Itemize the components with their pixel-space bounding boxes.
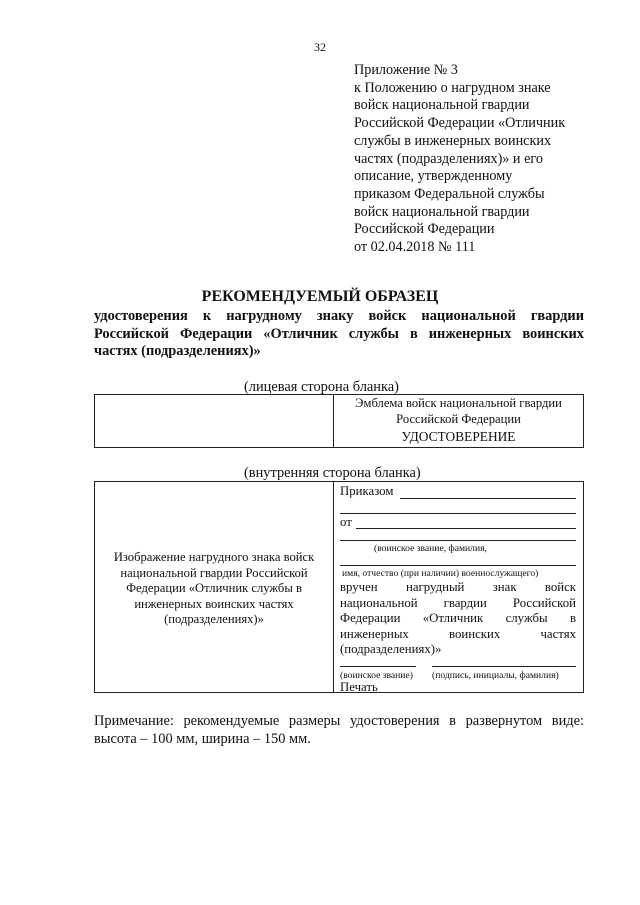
patronymic-blank-line	[340, 565, 576, 566]
appendix-line: частях (подразделениях)» и его	[354, 150, 543, 167]
caption-rank: (воинское звание)	[340, 670, 413, 681]
awarded-text-line: Федерации «Отличник службы в	[340, 611, 576, 626]
appendix-line: описание, утвержденному	[354, 168, 513, 185]
appendix-header	[354, 62, 604, 257]
front-side-form	[94, 394, 584, 448]
from-blank-line	[356, 528, 576, 529]
name-blank-line	[340, 540, 576, 541]
badge-image-placeholder	[95, 550, 333, 628]
appendix-line: службы в инженерных воинских	[354, 132, 552, 149]
document-title: РЕКОМЕНДУЕМЫЙ ОБРАЗЕЦ	[201, 288, 439, 305]
awarded-text-line: (подразделениях)»	[340, 642, 442, 657]
subtitle-line: частях (подразделениях)»	[94, 343, 261, 359]
document-subtitle	[94, 308, 584, 361]
subtitle-line: удостоверения к нагрудному знаку войск национальной гвардии	[94, 308, 584, 324]
appendix-line: Российской Федерации «Отличник	[354, 115, 566, 132]
rank-blank-line	[340, 666, 416, 667]
appendix-line: приказом Федеральной службы	[354, 185, 545, 202]
awarded-text-line: национальной гвардии Российской	[340, 595, 576, 610]
appendix-line: Приложение № 3	[354, 62, 458, 78]
caption-rank-name: (воинское звание, фамилия,	[374, 543, 487, 554]
appendix-line: к Положению о нагрудном знаке	[354, 79, 551, 96]
badge-placeholder-line: Изображение нагрудного знака войск	[113, 550, 315, 564]
appendix-line: войск национальной гвардии	[354, 97, 530, 114]
note-line: Примечание: рекомендуемые размеры удостоверения в развернутом виде:	[94, 713, 584, 729]
signature-blank-line	[432, 666, 576, 667]
badge-placeholder-line: Федерации «Отличник службы в	[126, 581, 302, 596]
order-blank-line	[400, 498, 576, 499]
awarded-text-line: вручен нагрудный знак войск	[340, 580, 576, 594]
from-label: от	[340, 515, 352, 529]
inner-side-form	[94, 481, 584, 693]
appendix-line: от 02.04.2018 № 111	[354, 239, 476, 256]
page-number: 32	[314, 40, 326, 54]
front-right-panel	[334, 395, 583, 445]
subtitle-line: Российской Федерации «Отличник службы в инженерных воинских	[94, 325, 584, 342]
emblem-text: Российской Федерации	[396, 411, 521, 426]
front-side-label: (лицевая сторона бланка)	[244, 379, 399, 395]
order-label: Приказом	[340, 484, 394, 498]
emblem-text: Эмблема войск национальной гвардии	[355, 396, 562, 410]
certificate-heading: УДОСТОВЕРЕНИЕ	[401, 429, 516, 444]
awarded-text-line: инженерных воинских частях	[340, 626, 576, 641]
badge-placeholder-line: инженерных воинских частях	[134, 596, 294, 611]
seal-label: Печать	[340, 680, 378, 694]
badge-placeholder-line: (подразделениях)»	[164, 612, 264, 627]
appendix-line: войск национальной гвардии	[354, 203, 530, 220]
inner-side-label: (внутренняя сторона бланка)	[244, 465, 421, 481]
badge-placeholder-line: национальной гвардии Российской	[120, 565, 308, 580]
caption-patronymic: имя, отчество (при наличии) военнослужащего)	[342, 568, 539, 579]
appendix-line: Российской Федерации	[354, 221, 495, 238]
order-blank-line-2	[340, 513, 576, 514]
caption-signature: (подпись, инициалы, фамилия)	[432, 670, 559, 681]
footnote	[94, 712, 584, 748]
form-divider	[333, 482, 334, 692]
note-line: высота – 100 мм, ширина – 150 мм.	[94, 731, 311, 747]
